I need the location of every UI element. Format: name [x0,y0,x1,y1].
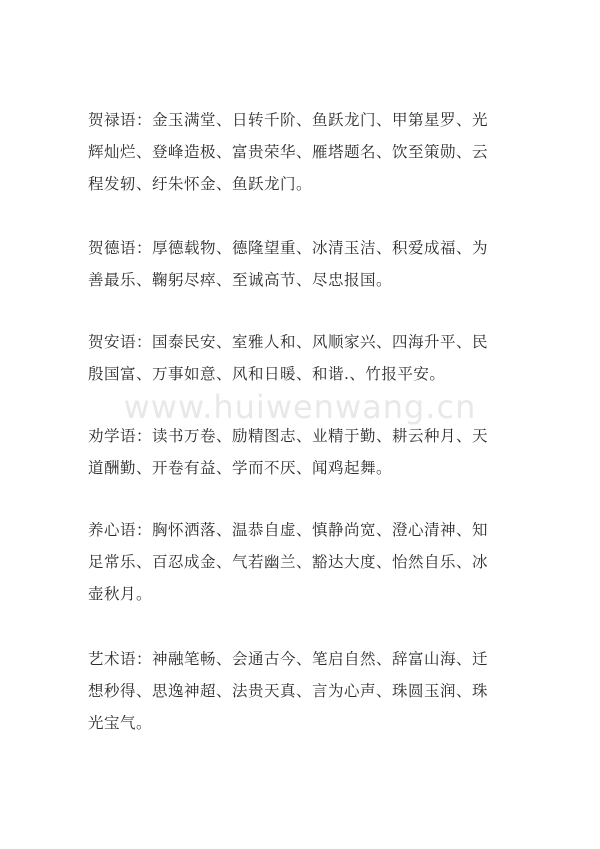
paragraph-line: 贺德语：厚德载物、德隆望重、冰清玉洁、积爱成福、为 [88,239,489,257]
paragraph-line: 贺禄语：金玉满堂、日转千阶、鱼跃龙门、甲第星罗、光 [88,111,489,129]
paragraph-line: 辉灿烂、登峰造极、富贵荣华、雁塔题名、饮至策勋、云 [88,143,489,161]
paragraph-yang-xin [88,514,508,610]
paragraph-line: 光宝气。 [88,714,153,732]
paragraph-he-an [88,326,508,390]
paragraph-line: 足常乐、百忍成金、气若幽兰、豁达大度、怡然自乐、冰 [88,553,489,571]
watermark: www.huiwenwang.cn [123,388,477,426]
paragraph-yi-shu [88,643,508,739]
paragraph-line: 艺术语：神融笔畅、会通古今、笔启自然、辞富山海、迁 [88,650,489,668]
paragraph-line: 想秒得、思逸神超、法贵天真、言为心声、珠圆玉润、珠 [88,682,489,700]
paragraph-he-de [88,232,508,296]
paragraph-line: 殷国富、万事如意、风和日暖、和谐.、竹报平安。 [88,365,446,383]
paragraph-line: 养心语：胸怀洒落、温恭自虚、慎静尚宽、澄心清神、知 [88,521,489,539]
paragraph-line: 程发轫、纡朱怀金、鱼跃龙门。 [88,175,313,193]
paragraph-line: 贺安语：国泰民安、室雅人和、风顺家兴、四海升平、民 [88,333,489,351]
paragraph-line: 壶秋月。 [88,585,153,603]
paragraph-line: 善最乐、鞠躬尽瘁、至诚高节、尽忠报国。 [88,271,393,289]
paragraph-line: 劝学语：读书万卷、励精图志、业精于勤、耕云种月、天 [88,427,489,445]
paragraph-quan-xue [88,420,508,484]
paragraph-he-lu [88,104,508,200]
paragraph-line: 道酬勤、开卷有益、学而不厌、闻鸡起舞。 [88,459,393,477]
